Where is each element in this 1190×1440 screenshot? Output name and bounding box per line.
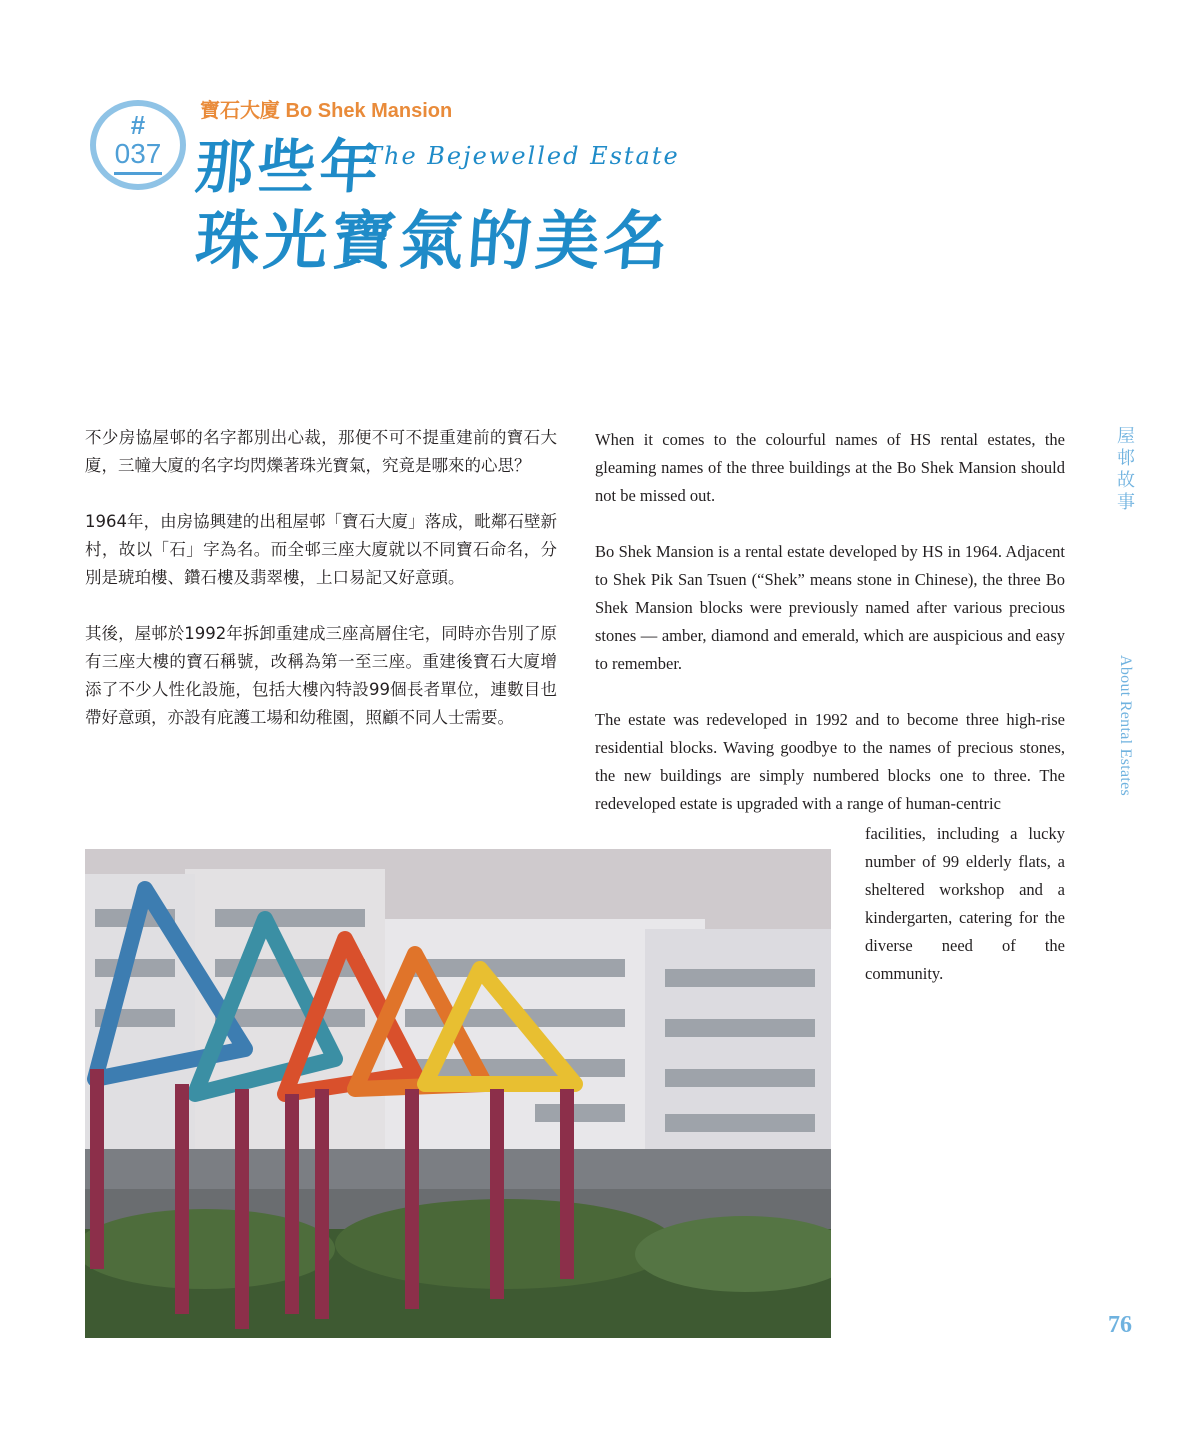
en-paragraph: The estate was redeveloped in 1992 and to become three high-rise residential blocks. Waving goodbye to the names of precious stones, the new buildings are simply numbered blocks one to three. The redeveloped estate is upgraded with a range of human-centric [595, 710, 1065, 813]
title-cn-line2: 珠光寶氣的美名 [192, 205, 675, 279]
badge-underline [114, 172, 162, 175]
sidebar-section-cn: 屋邨故事 [1117, 426, 1135, 513]
en-paragraph: When it comes to the colourful names of HS rental estates, the gleaming names of the three buildings at the Bo Shek Mansion should not be missed out. [595, 430, 1065, 505]
cn-paragraph: 1964年，由房協興建的出租屋邨「寶石大廈」落成，毗鄰石壁新村，故以「石」字為名。而全邨三座大廈就以不同寶石命名，分別是琥珀樓、鑽石樓及翡翠樓，上口易記又好意頭。 [85, 512, 557, 587]
estate-photo [85, 849, 831, 1338]
issue-badge [90, 100, 186, 190]
cn-paragraph: 其後，屋邨於1992年拆卸重建成三座高層住宅，同時亦告別了原有三座大樓的寶石稱號，改稱為第一至三座。重建後寶石大廈增添了不少人性化設施，包括大樓內特設99個長者單位，連數目也帶好意頭，亦設有庇護工場和幼稚園，照顧不同人士需要。 [85, 624, 557, 727]
chinese-body [85, 424, 557, 760]
page-number: 76 [1108, 1312, 1132, 1338]
en-paragraph: Bo Shek Mansion is a rental estate developed by HS in 1964. Adjacent to Shek Pik San Tsuen (“Shek” means stone in Chinese), the three Bo Shek Mansion blocks were previously named after various precious stones — amber, diamond and emerald, which are auspicious and easy to remember. [595, 542, 1065, 673]
badge-hash: # [130, 110, 146, 140]
estate-photo-illustration [85, 849, 831, 1338]
series-title: 寶石大廈 Bo Shek Mansion [200, 100, 453, 122]
cn-paragraph: 不少房協屋邨的名字都別出心裁，那便不可不提重建前的寶石大廈，三幢大廈的名字均閃爍著珠光寶氣，究竟是哪來的心思？ [85, 428, 557, 475]
english-body [595, 426, 1065, 818]
badge-number: 037 [114, 138, 162, 169]
title-cn-line1: 那些年 [193, 133, 385, 201]
en-paragraph-continued: facilities, including a lucky number of 99 elderly flats, a sheltered workshop and a kindergarten, catering for the diverse need of the community. [865, 824, 1065, 983]
title-en: The Bejewelled Estate [366, 142, 680, 170]
sidebar-section-en: About Rental Estates [1117, 655, 1134, 797]
